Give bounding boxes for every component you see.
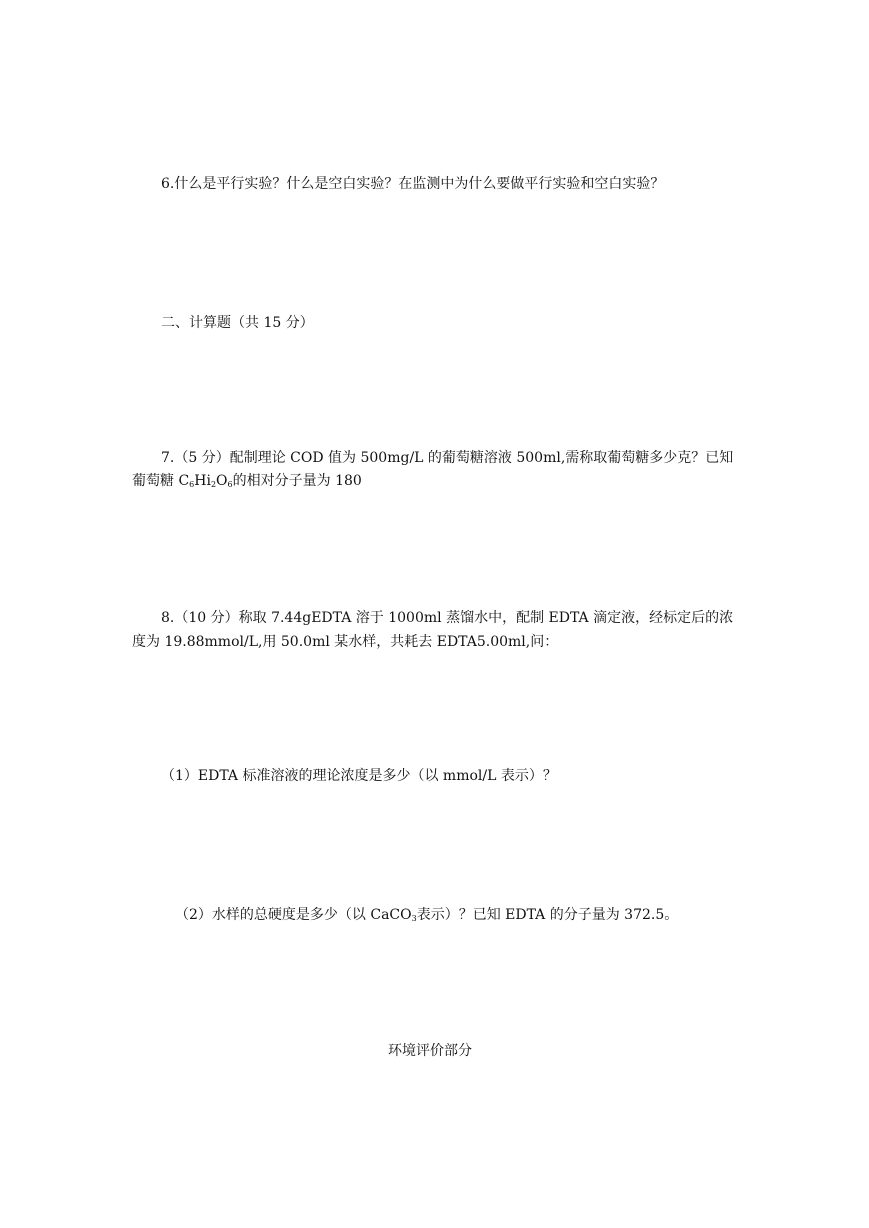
q7-subscript: 6 bbox=[189, 480, 195, 489]
question-7-line-1: 7.（5 分）配制理论 COD 值为 500mg/L 的葡萄糖溶液 500ml,需称取葡萄糖多少克？已知 bbox=[161, 450, 734, 466]
q7-subscript: 6 bbox=[227, 480, 233, 489]
q7-text-mid: O bbox=[216, 473, 228, 489]
q8-sub2-subscript: 3 bbox=[411, 914, 417, 923]
question-8-line-1: 8.（10 分）称取 7.44gEDTA 溶于 1000ml 蒸馏水中，配制 EDTA 滴定液，经标定后的浓 bbox=[161, 610, 734, 626]
question-8-line-2: 度为 19.88mmol/L,用 50.0ml 某水样，共耗去 EDTA5.00ml,问： bbox=[132, 634, 559, 650]
q8-sub2-suffix: 表示）？已知 EDTA 的分子量为 372.5。 bbox=[416, 907, 679, 923]
question-8-sub-1: （1）EDTA 标准溶液的理论浓度是多少（以 mmol/L 表示）？ bbox=[161, 768, 557, 784]
q8-sub2-prefix: （2）水样的总硬度是多少（以 CaCO bbox=[175, 907, 412, 923]
section-heading-env-assessment: 环境评价部分 bbox=[388, 1043, 472, 1059]
question-8-sub-2 bbox=[175, 905, 678, 925]
q7-text-prefix: 葡萄糖 C bbox=[132, 473, 190, 489]
q7-subscript: 2 bbox=[210, 480, 217, 489]
question-6: 6.什么是平行实验？什么是空白实验？在监测中为什么要做平行实验和空白实验？ bbox=[161, 176, 665, 192]
section-heading-calculation: 二、计算题（共 15 分） bbox=[161, 315, 314, 331]
q7-text-mid: Hi bbox=[194, 473, 211, 489]
q7-text-suffix: 的相对分子量为 180 bbox=[232, 473, 362, 489]
question-7-line-2 bbox=[132, 471, 362, 491]
